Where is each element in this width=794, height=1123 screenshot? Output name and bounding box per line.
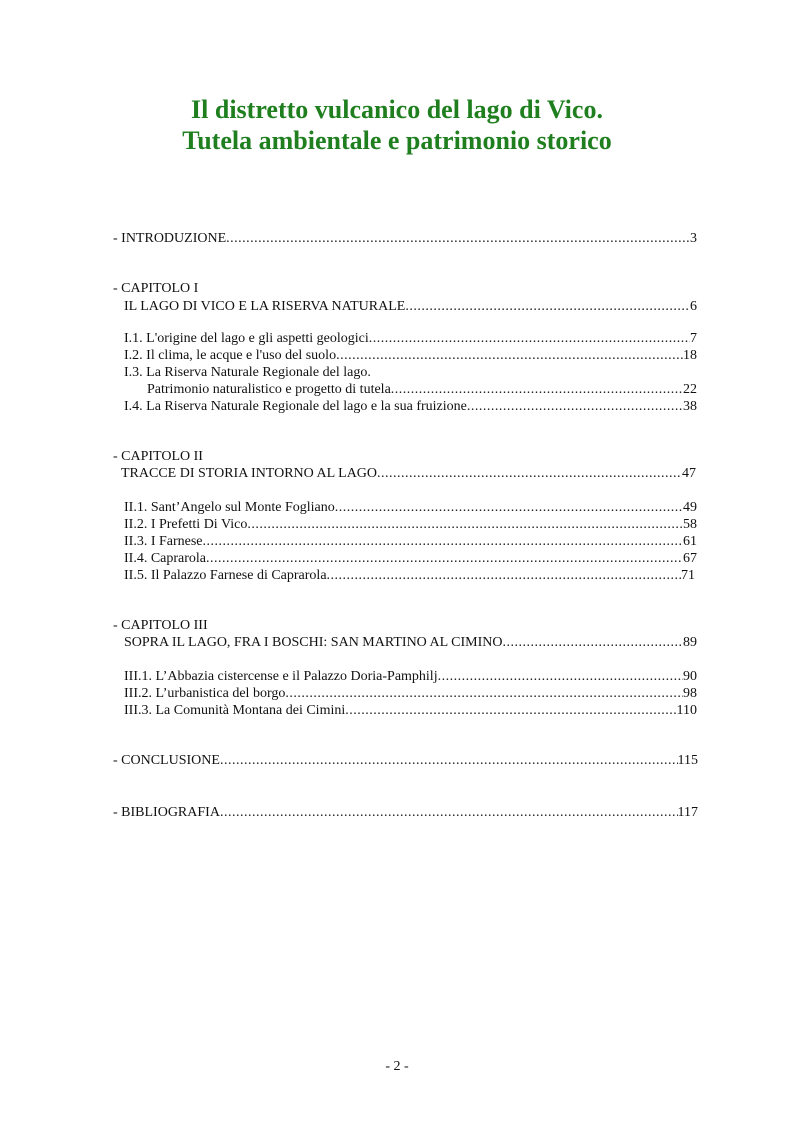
title-line-2: Tutela ambientale e patrimonio storico — [182, 126, 612, 155]
toc-entry — [124, 686, 697, 702]
toc-page: 6 — [690, 299, 697, 314]
title-line-1: Il distretto vulcanico del lago di Vico. — [191, 95, 603, 124]
chapter-heading-2: - CAPITOLO II — [113, 449, 203, 464]
toc-label: II.1. Sant’Angelo sul Monte Fogliano — [124, 500, 335, 515]
document-title — [0, 94, 794, 156]
toc-leader-dots — [247, 517, 683, 533]
toc-entry — [124, 348, 697, 364]
chapter-heading-1: - CAPITOLO I — [113, 281, 199, 296]
toc-label: IL LAGO DI VICO E LA RISERVA NATURALE — [124, 299, 406, 314]
page-number: - 2 - — [385, 1059, 409, 1074]
toc-label: I.1. L'origine del lago e gli aspetti geologici — [124, 331, 369, 346]
toc-leader-dots — [226, 231, 690, 247]
toc-page: 22 — [683, 382, 697, 397]
toc-label: SOPRA IL LAGO, FRA I BOSCHI: SAN MARTINO AL CIMINO — [124, 635, 503, 650]
toc-page: 61 — [683, 534, 697, 549]
toc-page: 7 — [690, 331, 697, 346]
toc-entry — [124, 399, 697, 415]
toc-leader-dots — [206, 551, 683, 567]
toc-page: 3 — [690, 231, 697, 246]
chapter-heading-3: - CAPITOLO III — [113, 618, 208, 633]
toc-page: 71 — [681, 568, 695, 583]
toc-label: III.2. L’urbanistica del borgo — [124, 686, 286, 701]
toc-entry — [124, 703, 697, 719]
toc-leader-dots — [438, 669, 683, 685]
toc-entry — [124, 551, 697, 567]
toc-entry-chapter-1-title — [124, 299, 697, 315]
toc-label: III.3. La Comunità Montana dei Cimini — [124, 703, 346, 718]
toc-label: III.1. L’Abbazia cistercense e il Palazzo Doria-Pamphilj — [124, 669, 438, 684]
toc-entry — [124, 669, 697, 685]
toc-label: - BIBLIOGRAFIA — [113, 805, 220, 820]
toc-leader-dots — [220, 753, 678, 769]
toc-leader-dots — [220, 805, 678, 821]
toc-page: 98 — [683, 686, 697, 701]
toc-entry — [124, 500, 697, 516]
toc-page: 49 — [683, 500, 697, 515]
toc-label: I.2. Il clima, le acque e l'uso del suolo — [124, 348, 337, 363]
toc-entry-bibliografia — [113, 805, 698, 821]
toc-page: 47 — [682, 466, 696, 481]
toc-leader-dots — [345, 703, 676, 719]
toc-label: Patrimonio naturalistico e progetto di tutela — [147, 382, 391, 397]
toc-page: 58 — [683, 517, 697, 532]
toc-entry-chapter-2-title — [121, 466, 696, 482]
toc-leader-dots — [391, 382, 683, 398]
toc-page: 115 — [677, 753, 698, 768]
toc-page: 110 — [676, 703, 697, 718]
toc-label: II.3. I Farnese — [124, 534, 203, 549]
toc-leader-dots — [203, 534, 683, 550]
toc-page: 38 — [683, 399, 697, 414]
toc-leader-dots — [335, 500, 683, 516]
toc-entry-chapter-3-title — [124, 635, 697, 651]
toc-leader-dots — [327, 568, 681, 584]
toc-page: 117 — [677, 805, 698, 820]
toc-leader-dots — [467, 399, 683, 415]
toc-label: TRACCE DI STORIA INTORNO AL LAGO — [121, 466, 378, 481]
toc-label: II.4. Caprarola — [124, 551, 207, 566]
toc-entry — [147, 382, 697, 398]
toc-entry — [124, 331, 697, 347]
toc-leader-dots — [369, 331, 690, 347]
toc-entry-introduzione — [113, 231, 697, 247]
toc-leader-dots — [336, 348, 683, 364]
toc-entry-conclusione — [113, 753, 698, 769]
toc-label: - INTRODUZIONE — [113, 231, 227, 246]
toc-label: II.2. I Prefetti Di Vico — [124, 517, 248, 532]
toc-leader-dots — [377, 466, 682, 482]
toc-entry — [124, 534, 697, 550]
toc-label: II.5. Il Palazzo Farnese di Caprarola — [124, 568, 327, 583]
toc-page: 89 — [683, 635, 697, 650]
toc-page: 90 — [683, 669, 697, 684]
toc-label: I.4. La Riserva Naturale Regionale del lago e la sua fruizione — [124, 399, 467, 414]
toc-entry — [124, 568, 695, 584]
toc-page: 18 — [683, 348, 697, 363]
toc-leader-dots — [285, 686, 683, 702]
toc-page: 67 — [683, 551, 697, 566]
toc-leader-dots — [503, 635, 684, 651]
toc-label: - CONCLUSIONE — [113, 753, 220, 768]
toc-entry-label: I.3. La Riserva Naturale Regionale del lago. — [124, 365, 371, 380]
toc-leader-dots — [405, 299, 690, 315]
toc-entry — [124, 517, 697, 533]
